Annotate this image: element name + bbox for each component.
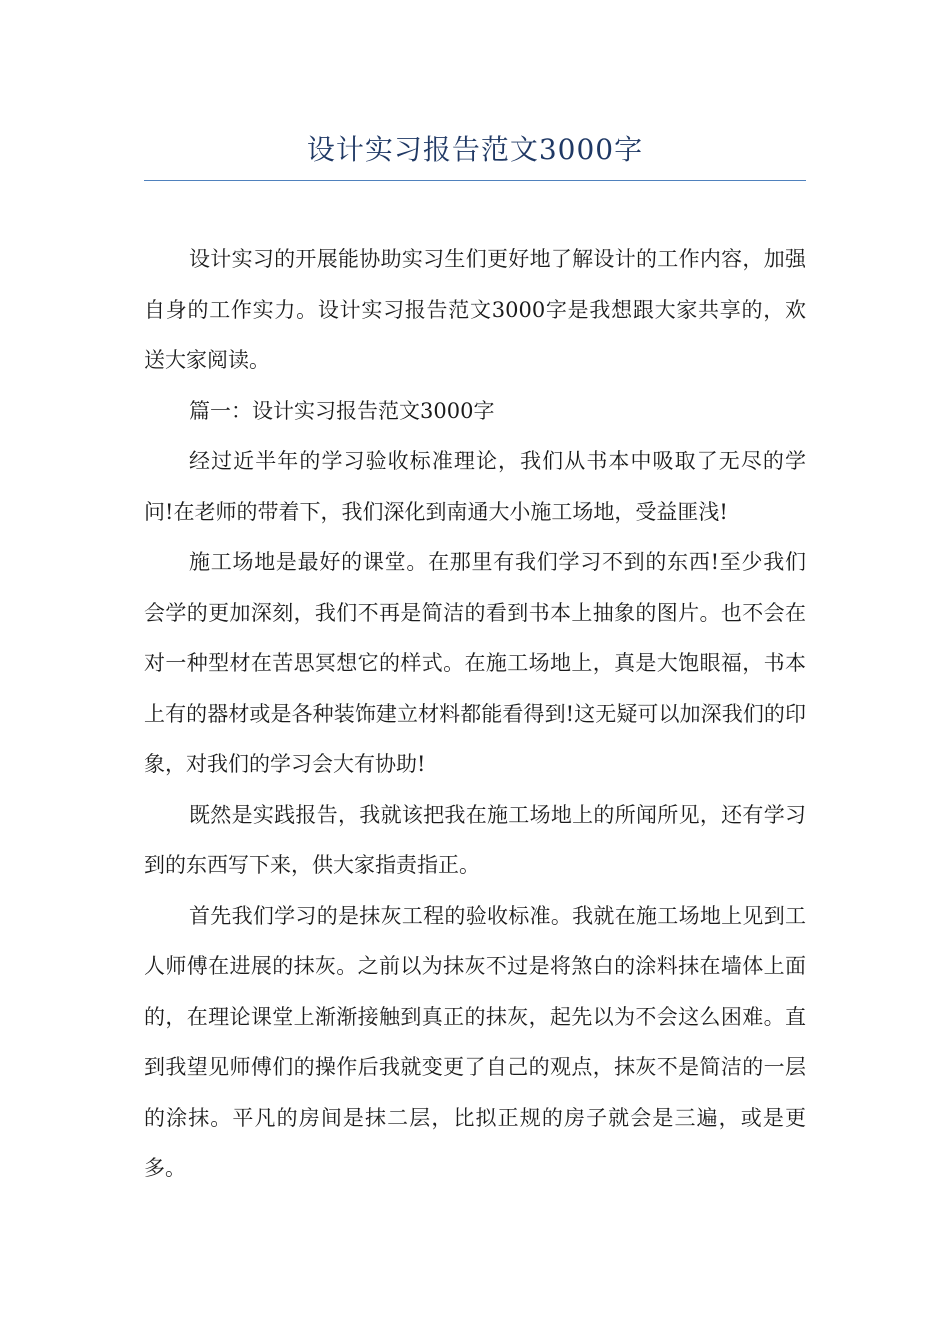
paragraph: 既然是实践报告，我就该把我在施工场地上的所闻所见，还有学习到的东西写下来，供大家指责指正。	[144, 802, 806, 877]
section-heading: 篇一：设计实习报告范文3000字	[189, 398, 495, 423]
paragraph: 经过近半年的学习验收标准理论，我们从书本中吸取了无尽的学问!在老师的带着下，我们深化到南通大小施工场地，受益匪浅!	[144, 449, 806, 524]
paragraph: 施工场地是最好的课堂。在那里有我们学习不到的东西!至少我们会学的更加深刻，我们不再是简洁的看到书本上抽象的图片。也不会在对一种型材在苦思冥想它的样式。在施工场地上，真是大饱眼福，书本上有的器材或是各种装饰建立材料都能看得到!这无疑可以加深我们的印象，对我们的学习会大有协助!	[144, 550, 806, 776]
document-body	[144, 234, 806, 1194]
document-title: 设计实习报告范文3000字	[306, 133, 644, 166]
paragraph-intro: 设计实习的开展能协助实习生们更好地了解设计的工作内容，加强自身的工作实力。设计实习报告范文3000字是我想跟大家共享的，欢送大家阅读。	[144, 247, 806, 372]
paragraph: 首先我们学习的是抹灰工程的验收标准。我就在施工场地上见到工人师傅在进展的抹灰。之前以为抹灰不过是将煞白的涂料抹在墙体上面的，在理论课堂上渐渐接触到真正的抹灰，起先以为不会这么困难。直到我望见师傅们的操作后我就变更了自己的观点，抹灰不是简洁的一层的涂抹。平凡的房间是抹二层，比拟正规的房子就会是三遍，或是更多。	[144, 903, 806, 1180]
title-underline	[144, 180, 806, 181]
